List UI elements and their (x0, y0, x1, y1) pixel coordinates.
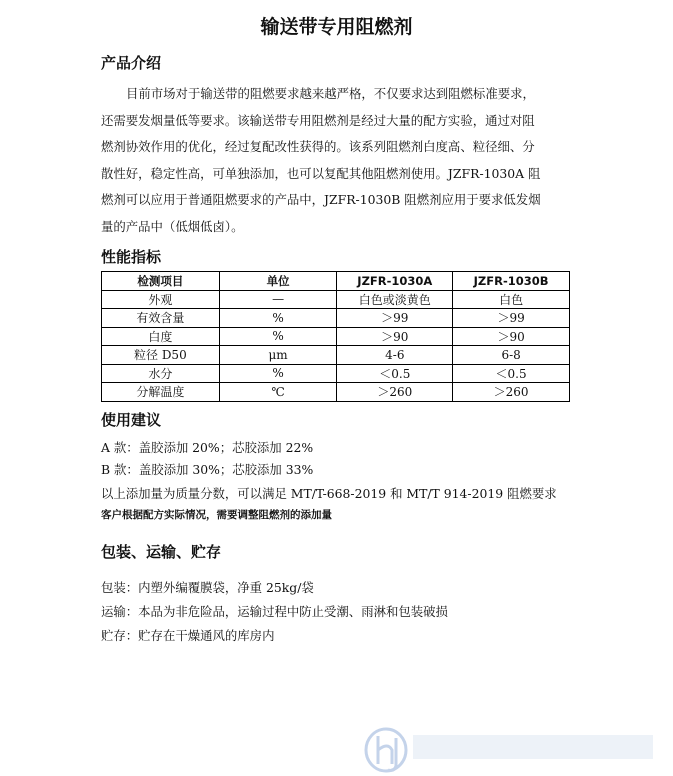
packaging-line: 包装：内塑外编覆膜袋，净重 25kg/袋 (101, 580, 314, 595)
table-cell: 外观 (102, 290, 220, 309)
table-cell: ℃ (219, 383, 337, 402)
table-row (102, 290, 570, 309)
intro-line: 散性好，稳定性高，可单独添加，也可以复配其他阻燃剂使用。JZFR-1030A 阻 (101, 165, 541, 181)
table-cell: 水分 (102, 364, 220, 383)
table-cell: ＞99 (337, 309, 453, 328)
table-header-row (102, 272, 570, 291)
intro-paragraph (101, 81, 573, 240)
intro-line: 还需要发烟量低等要求。该输送带专用阻燃剂是经过大量的配方实验，通过对阻 (101, 112, 535, 128)
table-cell: — (219, 290, 337, 309)
intro-line: 量的产品中（低烟低卤）。 (101, 218, 244, 234)
table-row (102, 346, 570, 365)
heading-product-intro: 产品介绍 (101, 54, 162, 72)
table-cell: 6-8 (453, 346, 570, 365)
column-header: JZFR-1030A (337, 272, 453, 291)
hj-logo-icon (358, 720, 673, 776)
column-header: 单位 (219, 272, 337, 291)
table-cell: 白色或淡黄色 (337, 290, 453, 309)
table-cell: μm (219, 346, 337, 365)
usage-line: A 款：盖胶添加 20%；芯胶添加 22% (101, 440, 314, 455)
heading-usage: 使用建议 (101, 411, 162, 429)
table-row (102, 364, 570, 383)
table-cell: 白度 (102, 327, 220, 346)
table-cell: % (219, 364, 337, 383)
table-cell: ＞260 (453, 383, 570, 402)
transport-line: 运输：本品为非危险品，运输过程中防止受潮、雨淋和包装破损 (101, 604, 448, 619)
intro-line: 燃剂协效作用的优化，经过复配改性获得的。该系列阻燃剂白度高、粒径细、分 (101, 139, 535, 154)
document-title: 输送带专用阻燃剂 (260, 16, 413, 38)
table-cell: 4-6 (337, 346, 453, 365)
heading-packaging: 包装、运输、贮存 (101, 543, 222, 561)
column-header: 检测项目 (102, 272, 220, 291)
table-cell: ＜0.5 (337, 364, 453, 383)
table-row (102, 327, 570, 346)
table-cell: % (219, 309, 337, 328)
table-cell: 有效含量 (102, 309, 220, 328)
column-header: JZFR-1030B (453, 272, 570, 291)
table-row (102, 383, 570, 402)
table-cell: ＞90 (337, 327, 453, 346)
specs-table (101, 271, 570, 402)
storage-line: 贮存：贮存在干燥通风的库房内 (101, 628, 275, 643)
table-cell: ＞99 (453, 309, 570, 328)
intro-line: 燃剂可以应用于普通阻燃要求的产品中，JZFR-1030B 阻燃剂应用于要求低发烟 (101, 192, 541, 207)
usage-line: B 款：盖胶添加 30%；芯胶添加 33% (101, 462, 314, 477)
table-cell: ＞90 (453, 327, 570, 346)
usage-line: 以上添加量为质量分数，可以满足 MT/T-668-2019 和 MT/T 914-2019 阻燃要求 (101, 486, 557, 501)
usage-note: 客户根据配方实际情况，需要调整阻燃剂的添加量 (101, 509, 332, 521)
heading-specs: 性能指标 (101, 248, 162, 266)
table-cell: ＞260 (337, 383, 453, 402)
table-cell: 粒径 D50 (102, 346, 220, 365)
table-cell: 分解温度 (102, 383, 220, 402)
table-cell: 白色 (453, 290, 570, 309)
table-cell: % (219, 327, 337, 346)
intro-line: 目前市场对于输送带的阻燃要求越来越严格，不仅要求达到阻燃标准要求， (126, 86, 535, 101)
table-cell: ＜0.5 (453, 364, 570, 383)
table-row (102, 309, 570, 328)
